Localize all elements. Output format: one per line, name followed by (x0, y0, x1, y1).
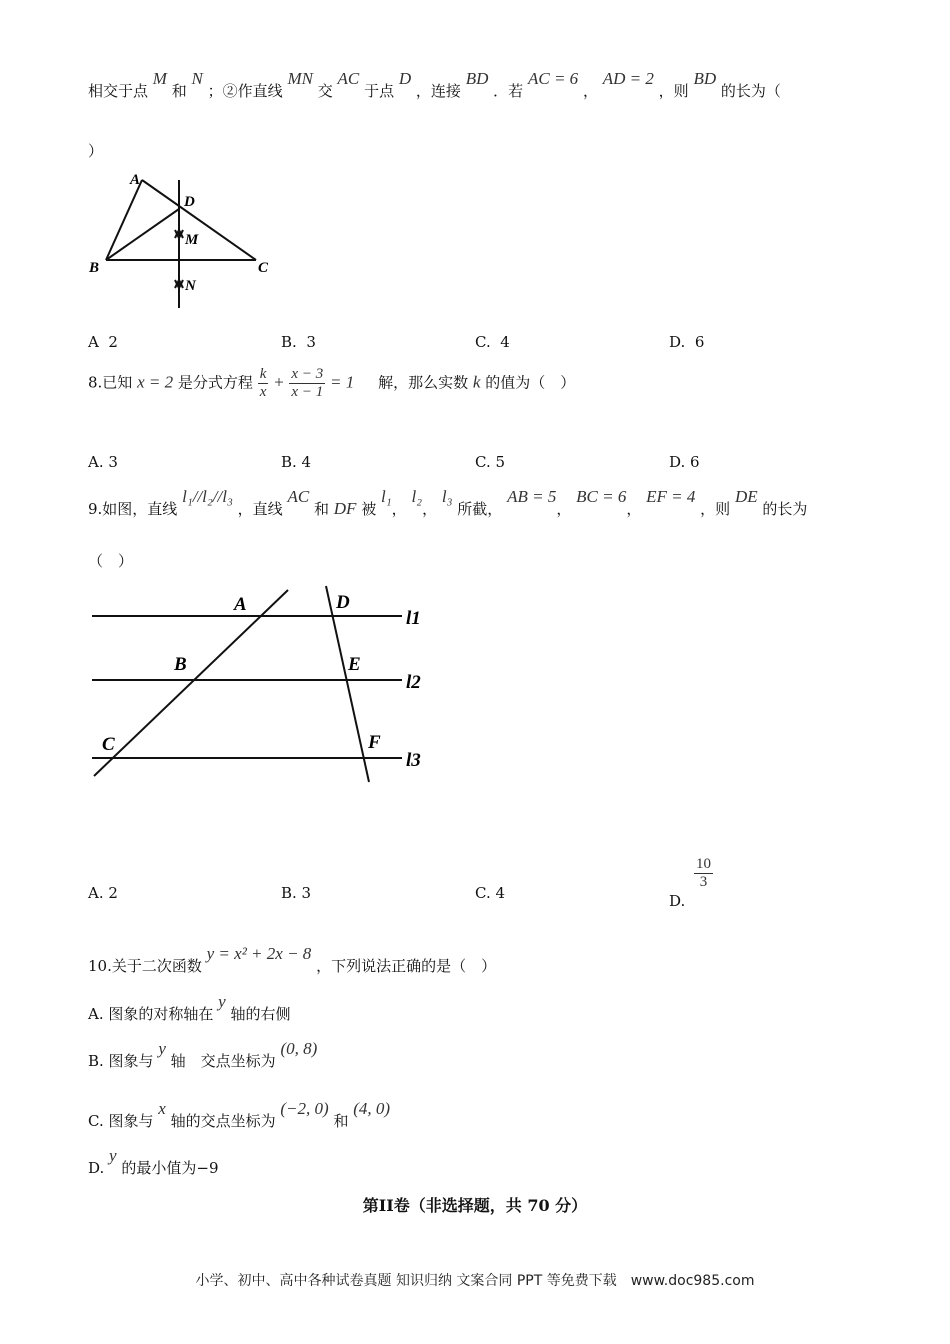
option-value: 2 (108, 333, 118, 351)
text: 和 (333, 1112, 349, 1130)
math-MN: MN (287, 69, 313, 88)
option-letter: D. (669, 333, 686, 351)
text: C. 图象与 (88, 1112, 154, 1130)
math-eq-ac: AC = 6 (527, 69, 579, 88)
q7-option-b[interactable] (281, 333, 316, 351)
math-point: (4, 0) (353, 1099, 391, 1118)
label-A: A (234, 594, 247, 615)
text: 于点 (364, 82, 395, 100)
math-bc: BC = 6 (576, 487, 627, 506)
option-letter: A (88, 333, 99, 351)
math-parallel-lines: l₁//l₂//l₃ (182, 487, 233, 506)
text: 的值为（ ） (485, 373, 576, 392)
question-number: 8.已知 (88, 373, 133, 392)
numerator: 10 (696, 856, 712, 872)
q9-option-b[interactable]: B. 3 (281, 884, 312, 902)
q7-option-a[interactable] (88, 333, 118, 351)
q10-option-d[interactable] (88, 1146, 219, 1178)
math-condition: x = 2 (137, 372, 174, 392)
text: 是分式方程 (177, 373, 253, 392)
text: 所截， (457, 500, 503, 518)
label-l1: l1 (406, 608, 421, 629)
label-l3: l3 (406, 750, 421, 771)
math-y: y (218, 992, 226, 1011)
q8-option-c[interactable]: C. 5 (475, 453, 506, 471)
q9-option-c[interactable]: C. 4 (475, 884, 506, 902)
q9-paren: （ ） (88, 552, 134, 570)
q10-option-b[interactable] (88, 1039, 318, 1071)
text: ，则 (658, 82, 689, 100)
text: 解，那么实数 (378, 373, 469, 392)
label-D: D (336, 592, 350, 613)
math-ab: AB = 5 (507, 487, 557, 506)
label-B: B (174, 654, 187, 675)
q8-option-d[interactable]: D. 6 (669, 453, 700, 471)
math-l1: l₁ (381, 487, 392, 506)
math-point: (0, 8) (280, 1039, 318, 1058)
q10-stem (88, 944, 497, 976)
math-equals-1: = 1 (329, 372, 355, 392)
math-k: k (472, 372, 481, 392)
text: ，连接 (415, 82, 461, 100)
q9-stem: 9.如图，直线 l₁//l₂//l₃ ，直线 AC 和 DF 被 l₁， l₂， l₃ 所截， AB = 5， BC = 6， EF = 4 ，则 DE 的长为 (88, 487, 808, 518)
math-l2: l₂ (411, 487, 423, 506)
text: A. 图象的对称轴在 (88, 1005, 214, 1023)
math-l3: l₃ (441, 487, 453, 506)
math-AC: AC (287, 487, 310, 506)
q8-option-a[interactable]: A. 3 (88, 453, 118, 471)
label-A: A (130, 172, 141, 188)
text: ， (582, 82, 598, 100)
math-BD: BD (693, 69, 717, 88)
math-eq-ad: AD = 2 (602, 69, 654, 88)
option-letter: C. (475, 333, 491, 351)
q9-parallel-lines-figure (86, 582, 436, 787)
label-F: F (368, 732, 381, 753)
text: 轴 交点坐标为 (170, 1052, 276, 1070)
text: 的长为（ (720, 82, 781, 100)
question-number: 9.如图，直线 (88, 500, 178, 518)
question-number: 10.关于二次函数 (88, 957, 202, 975)
q10-option-a[interactable] (88, 992, 291, 1024)
text: 轴的交点坐标为 (170, 1112, 276, 1130)
fraction-x-3-over-x-1 (289, 366, 325, 401)
text: 和 (313, 500, 329, 518)
math-BD: BD (465, 69, 489, 88)
label-B: B (89, 260, 100, 276)
q7-triangle-figure (86, 168, 286, 313)
math-D: D (398, 69, 412, 88)
numerator: k (259, 366, 267, 382)
section-title: 第II卷（非选择题，共 70 分） (362, 1196, 588, 1215)
denominator: x (259, 384, 267, 400)
denominator: 3 (699, 874, 708, 890)
label-D: D (184, 194, 195, 210)
text: ，则 (700, 500, 731, 518)
q7-option-d[interactable] (669, 333, 704, 351)
math-DF: DF (333, 499, 357, 518)
text: D. (88, 1159, 105, 1177)
label-M: M (185, 232, 199, 248)
text: ，下列说法正确的是（ ） (316, 957, 497, 975)
label-N: N (185, 278, 196, 294)
math-y: y (158, 1039, 166, 1058)
q7-close-paren: ） (88, 142, 104, 160)
text: 被 (361, 500, 377, 518)
option-value: 3 (306, 333, 316, 351)
numerator: x − 3 (291, 366, 324, 382)
fraction-k-over-x (258, 366, 269, 401)
label-l2: l2 (406, 672, 421, 693)
text: B. 图象与 (88, 1052, 154, 1070)
q7-option-c[interactable] (475, 333, 510, 351)
text: 的长为 (762, 500, 808, 518)
q8-option-b[interactable]: B. 4 (281, 453, 312, 471)
q7-stem-line (88, 69, 781, 110)
text: ．若 (493, 82, 524, 100)
text: ；②作直线 (207, 82, 283, 100)
math-DE: DE (734, 487, 758, 506)
option-value: 6 (694, 333, 705, 351)
text: 相交于点 (88, 82, 149, 100)
text: 和 (171, 82, 187, 100)
math-M: M (152, 69, 167, 88)
text: ，直线 (237, 500, 283, 518)
option-letter: B. (281, 333, 297, 351)
q9-option-a[interactable]: A. 2 (88, 884, 118, 902)
option-letter: D. (669, 891, 686, 910)
label-E: E (348, 654, 361, 675)
label-C: C (102, 734, 115, 755)
q8-stem (88, 366, 575, 401)
math-AC: AC (337, 69, 360, 88)
math-ef: EF = 4 (646, 487, 696, 506)
math-N: N (191, 69, 203, 88)
q9-option-d[interactable] (669, 856, 713, 910)
option-value: 4 (500, 333, 510, 351)
math-function: y = x² + 2x − 8 (206, 944, 312, 963)
q10-option-c[interactable] (88, 1099, 391, 1131)
math-plus: + (273, 372, 285, 392)
math-x: x (158, 1099, 166, 1118)
math-y: y (109, 1146, 117, 1165)
math-point: (−2, 0) (280, 1099, 329, 1118)
page-footer: 小学、初中、高中各种试卷真题 知识归纳 文案合同 PPT 等免费下载 www.doc985.com (195, 1273, 755, 1289)
text: 轴的右侧 (230, 1005, 291, 1023)
denominator: x − 1 (291, 384, 324, 400)
label-C: C (258, 260, 269, 276)
text: 交 (317, 82, 333, 100)
text: 的最小值为−9 (121, 1159, 219, 1177)
fraction-10-over-3 (694, 856, 713, 891)
